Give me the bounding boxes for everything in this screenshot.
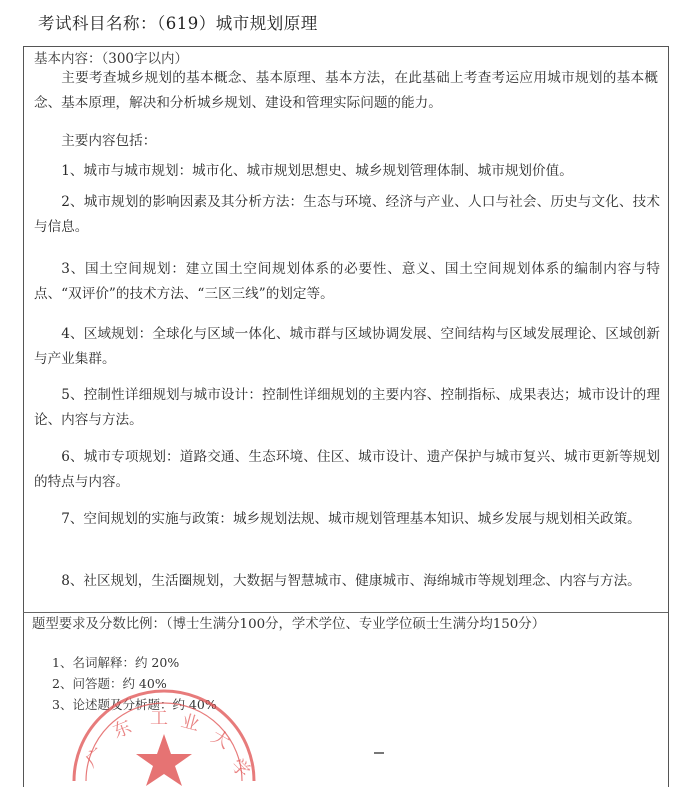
question-type: 2、问答题：约 40% bbox=[52, 676, 167, 691]
question-type: 3、论述题及分析题：约 40% bbox=[52, 697, 217, 712]
intro-paragraph: 主要考查城乡规划的基本概念、基本原理、基本方法，在此基础上考查考运应用城市规划的基本概念、基本原理，解决和分析城乡规划、建设和管理实际问题的能力。 bbox=[34, 70, 658, 111]
svg-text:大: 大 bbox=[207, 726, 234, 754]
svg-text:广: 广 bbox=[81, 744, 110, 772]
content-item: 4、区域规划：全球化与区域一体化、城市群与区域协调发展、空间结构与区域发展理论、区域创新与产业集群。 bbox=[34, 326, 660, 367]
question-type: 1、名词解释：约 20% bbox=[52, 655, 180, 670]
content-item: 1、城市与城市规划：城市化、城市规划思想史、城乡规划管理体制、城市规划价值。 bbox=[61, 163, 573, 179]
content-item: 3、国土空间规划：建立国土空间规划体系的必要性、意义、国土空间规划体系的编制内容与特点、“双评价”的技术方法、“三区三线”的划定等。 bbox=[34, 261, 660, 302]
svg-text:学: 学 bbox=[226, 754, 255, 783]
items-header: 主要内容包括： bbox=[61, 133, 157, 149]
content-item: 5、控制性详细规划与城市设计：控制性详细规划的主要内容、控制指标、成果表达；城市设计的理论、内容与方法。 bbox=[34, 387, 660, 428]
page-mark bbox=[374, 752, 384, 754]
exam-subject-title: 考试科目名称：（619）城市规划原理 bbox=[38, 14, 318, 33]
question-types-label: 题型要求及分数比例：（博士生满分100分，学术学位、专业学位硕士生满分均150分） bbox=[32, 617, 546, 632]
content-item: 7、空间规划的实施与政策：城乡规划法规、城市规划管理基本知识、城乡发展与规划相关政策。 bbox=[61, 511, 641, 527]
svg-text:工: 工 bbox=[150, 708, 168, 729]
official-seal-icon bbox=[64, 686, 264, 786]
content-item: 8、社区规划，生活圈规划，大数据与智慧城市、健康城市、海绵城市等规划理念、内容与方法。 bbox=[61, 573, 641, 589]
svg-text:东: 东 bbox=[110, 716, 135, 743]
content-item: 2、城市规划的影响因素及其分析方法：生态与环境、经济与产业、人口与社会、历史与文化、技术与信息。 bbox=[34, 194, 660, 235]
svg-text:业: 业 bbox=[178, 710, 202, 736]
basic-content-label: 基本内容：（300字以内） bbox=[34, 51, 189, 67]
content-item: 6、城市专项规划：道路交通、生态环境、住区、城市设计、遗产保护与城市复兴、城市更新等规划的特点与内容。 bbox=[34, 449, 660, 490]
